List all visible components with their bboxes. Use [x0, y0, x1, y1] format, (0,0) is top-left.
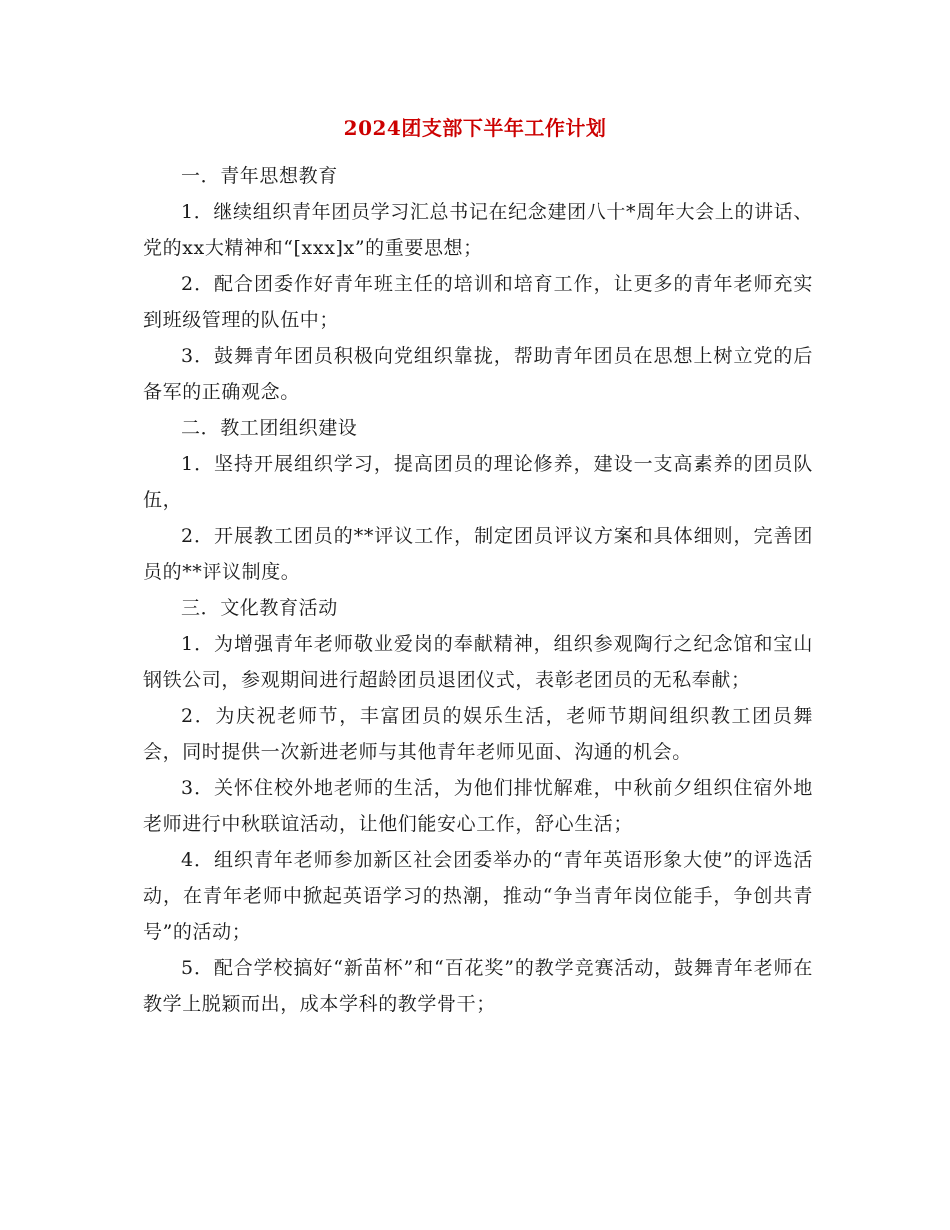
- document-title: 2024团支部下半年工作计划: [343, 116, 607, 140]
- paragraph: 1．继续组织青年团员学习汇总书记在纪念建团八十*周年大会上的讲话、党的xx大精神和“[xxx]x”的重要思想；: [143, 201, 813, 259]
- paragraph: 2．开展教工团员的**评议工作，制定团员评议方案和具体细则，完善团员的**评议制度。: [143, 525, 813, 583]
- paragraph: 2．为庆祝老师节，丰富团员的娱乐生活，老师节期间组织教工团员舞会，同时提供一次新进老师与其他青年老师见面、沟通的机会。: [143, 705, 813, 763]
- paragraph: 3．关怀住校外地老师的生活，为他们排忧解难，中秋前夕组织住宿外地老师进行中秋联谊活动，让他们能安心工作，舒心生活；: [143, 777, 813, 835]
- paragraph: 5．配合学校搞好“新苗杯”和“百花奖”的教学竞赛活动，鼓舞青年老师在教学上脱颖而出，成本学科的教学骨干；: [143, 957, 813, 1015]
- paragraph: 4．组织青年老师参加新区社会团委举办的“青年英语形象大使”的评选活动，在青年老师中掀起英语学习的热潮，推动“争当青年岗位能手，争创共青号”的活动；: [143, 849, 813, 943]
- section-heading-organization: 二．教工团组织建设: [181, 417, 358, 439]
- paragraph: 1．为增强青年老师敬业爱岗的奉献精神，组织参观陶行之纪念馆和宝山钢铁公司，参观期间进行超龄团员退团仪式，表彰老团员的无私奉献；: [143, 633, 813, 691]
- paragraph: 2．配合团委作好青年班主任的培训和培育工作，让更多的青年老师充实到班级管理的队伍中；: [143, 273, 813, 331]
- section-heading-ideology: 一．青年思想教育: [181, 165, 338, 187]
- document-body: [143, 158, 813, 1022]
- section-heading-activities: 三．文化教育活动: [181, 597, 338, 619]
- paragraph: 1．坚持开展组织学习，提高团员的理论修养，建设一支高素养的团员队伍，: [143, 453, 813, 511]
- paragraph: 3．鼓舞青年团员积极向党组织靠拢，帮助青年团员在思想上树立党的后备军的正确观念。: [143, 345, 813, 403]
